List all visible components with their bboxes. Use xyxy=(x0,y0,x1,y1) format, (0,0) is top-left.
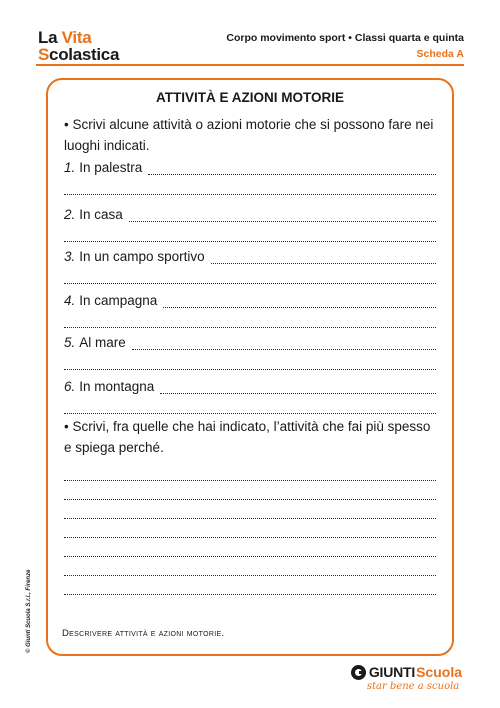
task-label: In montagna xyxy=(79,379,155,394)
logo-text-colastica: colastica xyxy=(49,45,120,64)
answer-line[interactable] xyxy=(64,557,436,576)
sheet-label: Scheda A xyxy=(416,48,464,60)
copyright-text: © Giunti Scuola S.r.l., Firenze xyxy=(26,569,32,653)
answer-line[interactable] xyxy=(64,538,436,557)
copyright-notice xyxy=(23,560,35,660)
logo-line-2 xyxy=(38,46,119,63)
answer-line[interactable] xyxy=(64,576,436,595)
worksheet-frame xyxy=(46,78,454,656)
answer-line[interactable] xyxy=(64,315,436,328)
task-label: Al mare xyxy=(79,335,126,350)
task-label: In palestra xyxy=(79,160,143,175)
giunti-g-icon xyxy=(351,665,366,680)
logo-text-vita: Vita xyxy=(61,28,92,47)
answer-line[interactable] xyxy=(160,381,436,394)
answer-line[interactable] xyxy=(64,357,436,370)
learning-objective: Descrivere attività e azioni motorie. xyxy=(62,628,225,639)
brand-scuola: Scuola xyxy=(416,664,462,680)
header-info xyxy=(226,30,464,62)
task-number: 5. xyxy=(64,335,76,350)
worksheet-title: ATTIVITÀ E AZIONI MOTORIE xyxy=(156,90,344,105)
header-divider xyxy=(36,64,464,66)
answer-line[interactable] xyxy=(64,182,436,195)
task-campagna xyxy=(64,291,436,328)
task-number: 4. xyxy=(64,293,76,308)
task-label: In campagna xyxy=(79,293,158,308)
task-palestra xyxy=(64,158,436,195)
task-number: 3. xyxy=(64,249,76,264)
answer-line[interactable] xyxy=(129,209,436,222)
answer-line[interactable] xyxy=(64,271,436,284)
task-campo-sportivo xyxy=(64,247,436,284)
task-casa xyxy=(64,205,436,242)
answer-line[interactable] xyxy=(64,519,436,538)
answer-line[interactable] xyxy=(163,295,436,308)
answer-line[interactable] xyxy=(64,500,436,519)
instruction-2: • Scrivi, fra quelle che hai indicato, l’attività che fai più spesso e spiega perché. xyxy=(64,419,431,455)
answer-line[interactable] xyxy=(64,229,436,242)
answer-line[interactable] xyxy=(211,251,436,264)
task-mare xyxy=(64,333,436,370)
logo-text-la: La xyxy=(38,28,62,47)
answer-line[interactable] xyxy=(132,337,436,350)
task-label: In un campo sportivo xyxy=(79,249,205,264)
instruction-1: • Scrivi alcune attività o azioni motorie che si possono fare nei luoghi indicati. xyxy=(64,117,434,153)
answer-line[interactable] xyxy=(64,401,436,414)
task-montagna xyxy=(64,377,436,414)
logo-line-1 xyxy=(38,29,119,46)
task-number: 1. xyxy=(64,160,76,175)
answer-area xyxy=(64,462,436,595)
la-vita-scolastica-logo xyxy=(38,29,119,63)
task-label: In casa xyxy=(79,207,123,222)
brand-tagline: star bene a scuola xyxy=(366,681,460,692)
task-number: 2. xyxy=(64,207,76,222)
brand-giunti: GIUNTI xyxy=(368,664,416,680)
answer-line[interactable] xyxy=(148,162,436,175)
task-number: 6. xyxy=(64,379,76,394)
subject-text: Corpo movimento sport • Classi quarta e quinta xyxy=(226,32,464,44)
answer-line[interactable] xyxy=(64,462,436,481)
giunti-scuola-logo xyxy=(351,664,462,692)
logo-text-s: S xyxy=(38,45,50,64)
answer-line[interactable] xyxy=(64,481,436,500)
